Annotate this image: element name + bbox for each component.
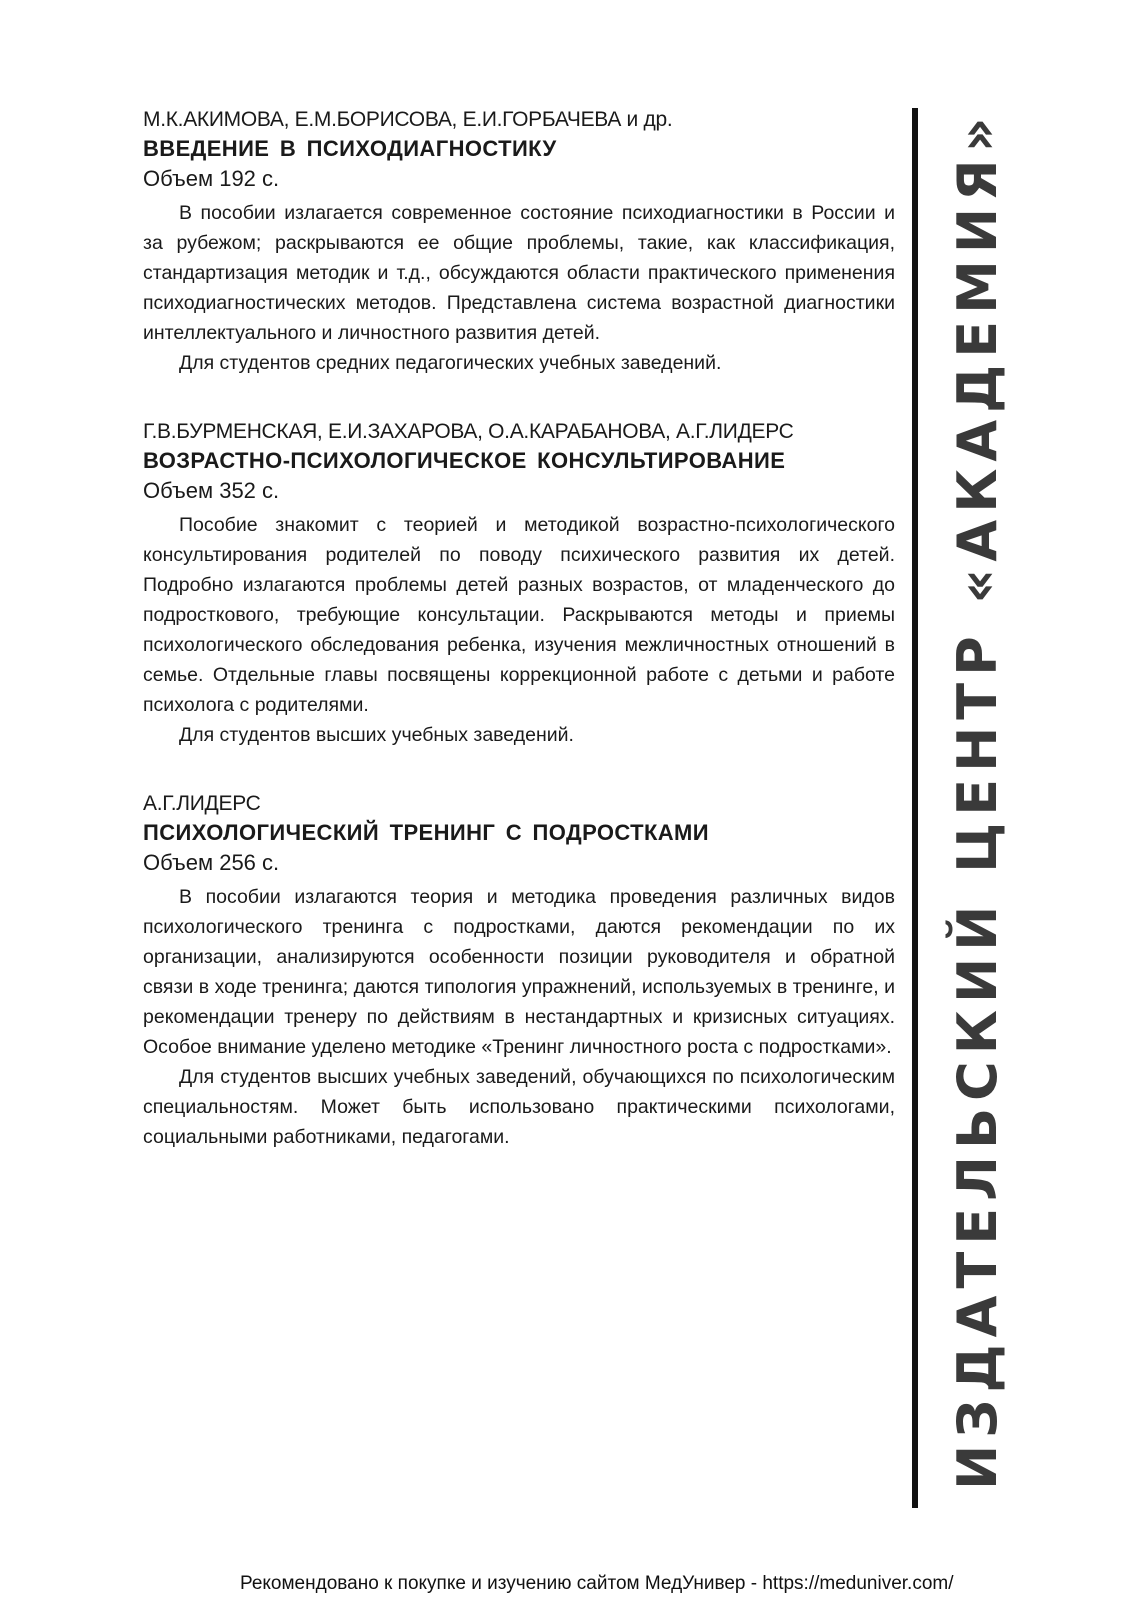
book-title: ВВЕДЕНИЕ В ПСИХОДИАГНОСТИКУ	[143, 136, 557, 161]
footer-recommendation: Рекомендовано к покупке и изучению сайтом МедУнивер - https://meduniver.com/	[240, 1573, 954, 1594]
spine-rule	[912, 108, 918, 1508]
book-audience: Для студентов средних педагогических учебных заведений.	[179, 352, 722, 374]
book-authors: А.Г.ЛИДЕРС	[143, 792, 261, 815]
catalog-content	[143, 106, 895, 1152]
book-volume: Объем 192 с.	[143, 166, 280, 191]
book-entry	[143, 790, 895, 1152]
book-title: ПСИХОЛОГИЧЕСКИЙ ТРЕНИНГ С ПОДРОСТКАМИ	[143, 820, 709, 845]
book-description: В пособии излагается современное состояние психодиагностики в России и за рубежом; раскрываются ее общие проблемы, такие, как классификация, стандартизация методик и т.д., обсуждаются области практического применения психодиагностических методов. Представлена система возрастной диагностики интеллектуального и личностного развития детей.	[143, 202, 895, 344]
book-description: В пособии излагаются теория и методика проведения различных видов психологического тренинга с подростками, даются рекомендации по их организации, анализируются особенности позиции руководителя и обратной связи в ходе тренинга; даются типология упражнений, используемых в тренинге, и рекомендации тренеру по действиям в нестандартных и кризисных ситуациях. Особое внимание уделено методике «Тренинг личностного роста с подростками».	[143, 886, 895, 1058]
book-authors: Г.В.БУРМЕНСКАЯ, Е.И.ЗАХАРОВА, О.А.КАРАБАНОВА, А.Г.ЛИДЕРС	[143, 420, 794, 443]
publisher-spine-label: ИЗДАТЕЛЬСКИЙ ЦЕНТР «АКАДЕМИЯ»	[946, 110, 1009, 1490]
book-entry	[143, 106, 895, 378]
book-description: Пособие знакомит с теорией и методикой возрастно-психологического консультирования родителей по поводу психического развития их детей. Подробно излагаются проблемы детей разных возрастов, от младенческого до подросткового, требующие консультации. Раскрываются методы и приемы психологического обследования ребенка, изучения межличностных отношений в семье. Отдельные главы посвящены коррекционной работе с детьми и работе психолога с родителями.	[143, 514, 895, 716]
book-entry	[143, 418, 895, 750]
book-title: ВОЗРАСТНО-ПСИХОЛОГИЧЕСКОЕ КОНСУЛЬТИРОВАНИЕ	[143, 448, 786, 473]
book-audience: Для студентов высших учебных заведений.	[179, 724, 574, 746]
book-audience: Для студентов высших учебных заведений, обучающихся по психологическим специальностям. Может быть использовано практическими психологами, социальными работниками, педагогами.	[143, 1066, 895, 1148]
book-authors: М.К.АКИМОВА, Е.М.БОРИСОВА, Е.И.ГОРБАЧЕВА и др.	[143, 108, 673, 131]
book-volume: Объем 352 с.	[143, 478, 280, 503]
book-volume: Объем 256 с.	[143, 850, 280, 875]
